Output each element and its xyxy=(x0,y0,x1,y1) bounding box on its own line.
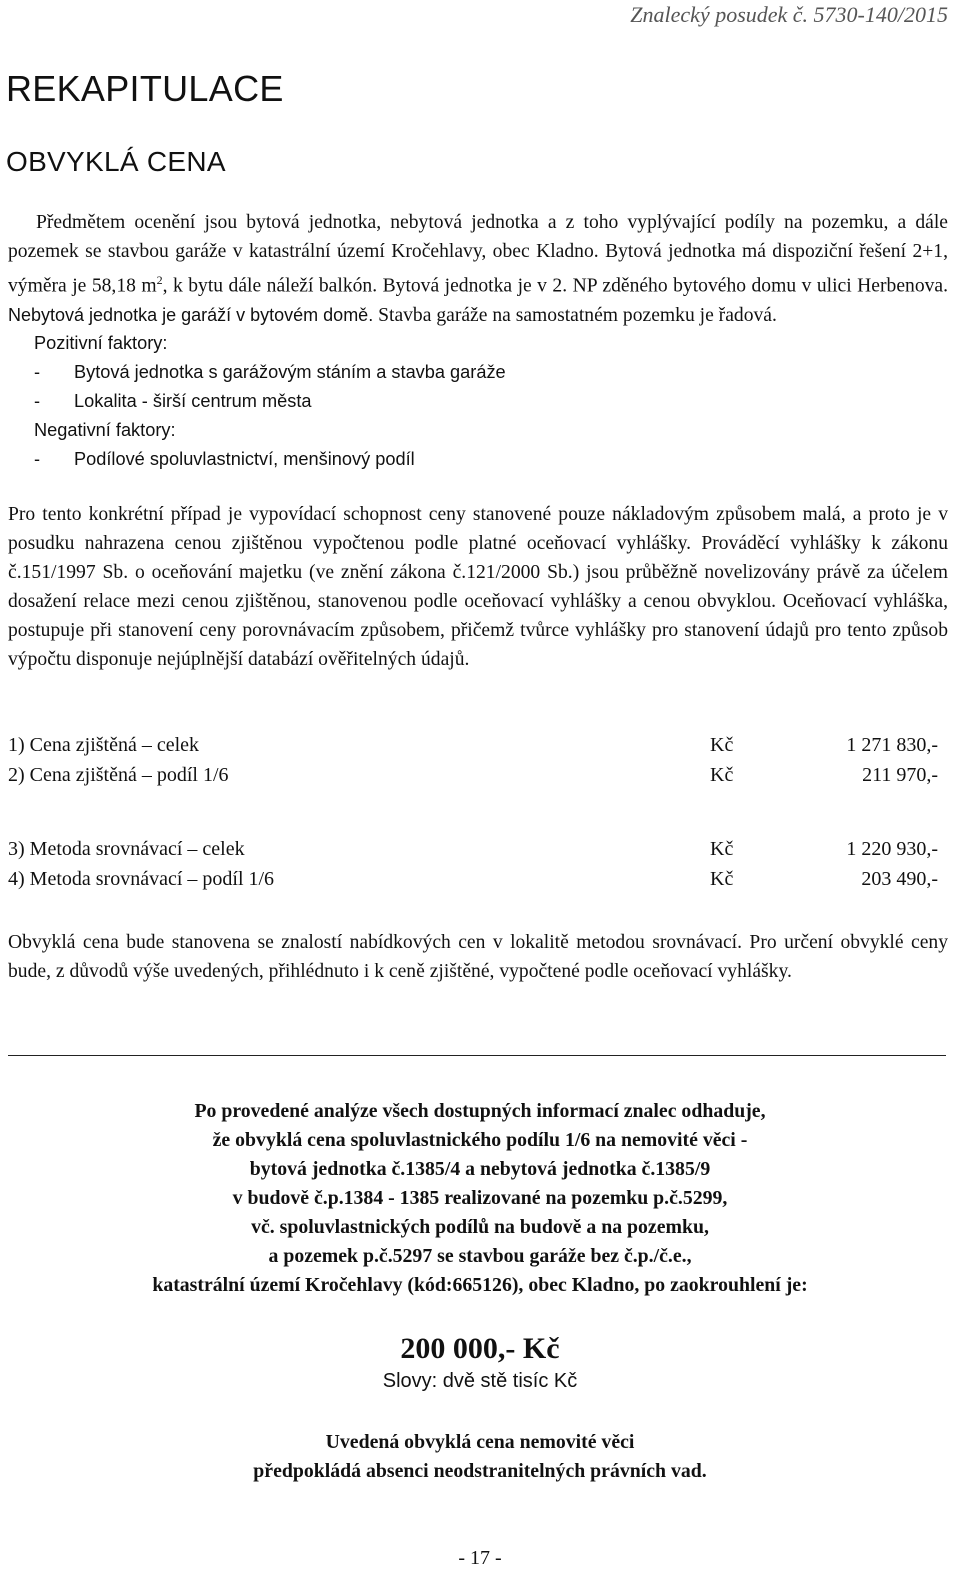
price-row xyxy=(8,864,938,894)
list-dash: - xyxy=(34,391,41,411)
legal-note xyxy=(0,1428,960,1486)
price-amount: 203 490,- xyxy=(861,868,938,890)
positive-factor: Lokalita - širší centrum města xyxy=(74,391,312,411)
price-currency: Kč xyxy=(710,868,734,890)
price-amount: 1 271 830,- xyxy=(846,734,938,756)
positive-factor: Bytová jednotka s garážovým stáním a stavba garáže xyxy=(74,362,506,382)
intro-paragraph xyxy=(8,208,948,330)
price-amount: 211 970,- xyxy=(862,764,938,786)
price-label: 4) Metoda srovnávací – podíl 1/6 xyxy=(8,868,275,890)
price-label: 2) Cena zjištěná – podíl 1/6 xyxy=(8,764,229,786)
final-price: 200 000,- Kč xyxy=(400,1332,560,1365)
conclusion-line: vč. spoluvlastnických podílů na budově a na pozemku, xyxy=(251,1216,709,1238)
price-row xyxy=(8,834,938,864)
page-title: REKAPITULACE xyxy=(6,68,284,109)
intro-text: Předmětem ocenění jsou bytová jednotka, nebytová jednotka a z toho vyplývající podíly na pozemku, a dále pozemek se stavbou garáže v katastrální území Kročehlavy, obec Kladno. Bytová jednotka má dispoziční řešení 2+1, výměra je 58,18 m xyxy=(8,212,948,297)
conclusion-line: Po provedené analýze všech dostupných informací znalec odhaduje, xyxy=(194,1100,766,1122)
page-number: - 17 - xyxy=(458,1547,502,1569)
conclusion-line: že obvyklá cena spoluvlastnického podílu 1/6 na nemovité věci - xyxy=(212,1129,748,1151)
horizontal-divider xyxy=(8,1055,946,1056)
intro-text-end: Stavba garáže na samostatném pozemku je řadová. xyxy=(373,304,777,326)
conclusion-line: bytová jednotka č.1385/4 a nebytová jednotka č.1385/9 xyxy=(249,1158,711,1180)
price-label: 3) Metoda srovnávací – celek xyxy=(8,838,245,860)
section-title: OBVYKLÁ CENA xyxy=(6,146,226,177)
intro-text-tail: , k bytu dále náleží balkón. Bytová jednotka je v 2. NP zděného bytového domu v ulici Herbenova. xyxy=(162,275,949,297)
list-dash: - xyxy=(34,449,41,469)
negative-factors-heading: Negativní faktory: xyxy=(34,420,176,440)
price-currency: Kč xyxy=(710,734,734,756)
final-price-words: Slovy: dvě stě tisíc Kč xyxy=(382,1370,578,1392)
legal-note-line: Uvedená obvyklá cena nemovité věci xyxy=(325,1431,635,1453)
area-unit-superscript: 2 xyxy=(156,273,163,287)
spacer xyxy=(8,790,938,834)
list-item xyxy=(34,387,944,416)
price-amount: 1 220 930,- xyxy=(846,838,938,860)
price-currency: Kč xyxy=(710,764,734,786)
list-item xyxy=(34,445,944,474)
negative-factor: Podílové spoluvlastnictví, menšinový podíl xyxy=(74,449,415,469)
price-currency: Kč xyxy=(710,838,734,860)
price-row xyxy=(8,730,938,760)
conclusion-method-paragraph: Obvyklá cena bude stanovena se znalostí nabídkových cen v lokalitě metodou srovnávací. Pro určení obvyklé ceny bude, z důvodů výše uvedených, přihlédnuto i k ceně zjištěné, vypočtené podle oceňovací vyhlášky. xyxy=(8,932,948,982)
list-item xyxy=(34,358,944,387)
conclusion-line: v budově č.p.1384 - 1385 realizované na pozemku p.č.5299, xyxy=(232,1187,728,1209)
expert-conclusion xyxy=(0,1097,960,1300)
price-row xyxy=(8,760,938,790)
conclusion-line: katastrální území Kročehlavy (kód:665126), obec Kladno, po zaokrouhlení je: xyxy=(152,1274,808,1296)
intro-text-garage: Nebytová jednotka je garáží v bytovém domě. xyxy=(8,304,374,325)
price-summary xyxy=(8,730,938,894)
list-dash: - xyxy=(34,362,41,382)
conclusion-line: a pozemek p.č.5297 se stavbou garáže bez č.p./č.e., xyxy=(268,1245,692,1267)
factors-list xyxy=(34,329,944,474)
positive-factors-heading: Pozitivní faktory: xyxy=(34,333,168,353)
price-label: 1) Cena zjištěná – celek xyxy=(8,734,200,756)
method-paragraph: Pro tento konkrétní případ je vypovídací schopnost ceny stanovené pouze nákladovým způsobem malá, a proto je v posudku nahrazena cenou zjištěnou vypočtenou podle platné oceňovací vyhlášky. Prováděcí vyhlášky k zákonu č.151/1997 Sb. o oceňování majetku (ve znění zákona č.121/2000 Sb.) jsou průběžně novelizovány právě za účelem dosažení relace mezi cenou zjištěnou, stanovenou podle oceňovací vyhlášky a cenou obvyklou. Oceňovací vyhláška, postupuje při stanovení ceny porovnávacím způsobem, přičemž tvůrce vyhlášky pro stanovení údajů pro tento způsob výpočtu disponuje nejúplnější databází ověřitelných údajů. xyxy=(8,504,948,670)
report-reference: Znalecký posudek č. 5730-140/2015 xyxy=(630,2,948,27)
legal-note-line: předpokládá absenci neodstranitelných právních vad. xyxy=(253,1460,707,1482)
